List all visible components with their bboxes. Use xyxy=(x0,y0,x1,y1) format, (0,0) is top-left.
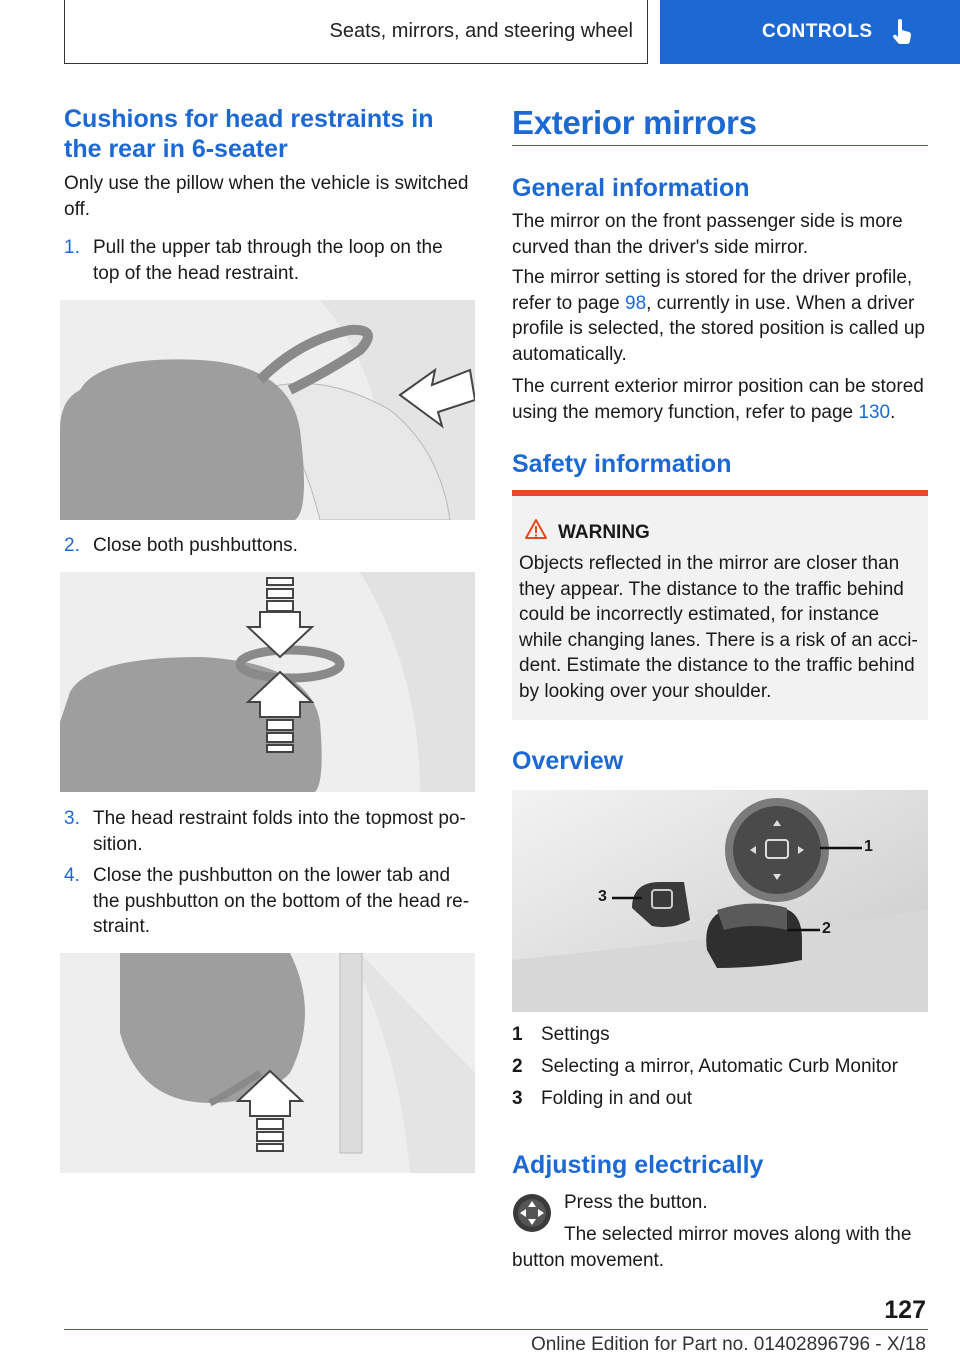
header-chapter-tab[interactable] xyxy=(660,0,960,64)
warning-text: Objects reflected in the mirror are closer than they appear. The distance to the traffic behind could be incorrectly estimated, for instance while changing lanes. There is a risk of an acci- dent. Estimate the distance to the traffic behind by looking over your shoulder. xyxy=(519,553,918,702)
legend-item-2: 2 Selecting a mirror, Automatic Curb Monitor xyxy=(512,1056,898,1077)
callout-2: 2 xyxy=(822,920,831,937)
general-paragraph-2: The mirror setting is stored for the driver profile, refer to page 98, currently in use. When a driver profile is selected, the stored position is called up automatically. xyxy=(512,267,925,365)
figure-headrest-loop xyxy=(60,300,475,520)
step-3: 3. The head restraint folds into the topmost po- sition. xyxy=(64,808,466,855)
legend-item-1: 1 Settings xyxy=(512,1024,610,1045)
step-2: 2. Close both pushbuttons. xyxy=(64,535,298,556)
page-number: 127 xyxy=(884,1296,926,1324)
header-section-title: Seats, mirrors, and steering wheel xyxy=(329,20,633,42)
cushions-intro: Only use the pillow when the vehicle is switched off. xyxy=(64,173,469,220)
figure-lower-tab xyxy=(60,953,475,1173)
callout-3: 3 xyxy=(598,888,607,905)
page-link-98[interactable]: 98 xyxy=(625,292,647,314)
footer-rule xyxy=(64,1329,928,1330)
cushions-heading: Cushions for head restraints in the rear in 6-seater xyxy=(64,105,434,163)
adjusting-heading: Adjusting electrically xyxy=(512,1151,764,1179)
overview-heading: Overview xyxy=(512,747,624,775)
adjust-instruction-2: The selected mirror moves along with the button movement. xyxy=(512,1224,912,1271)
warning-box xyxy=(512,490,928,720)
callout-1: 1 xyxy=(864,838,873,855)
figure-mirror-controls xyxy=(512,790,928,1012)
adjust-instruction-1: Press the button. xyxy=(564,1192,708,1213)
header-section-box xyxy=(64,0,648,64)
safety-heading: Safety information xyxy=(512,450,732,478)
step-1: 1. Pull the upper tab through the loop on the top of the head restraint. xyxy=(64,237,443,284)
legend-item-3: 3 Folding in and out xyxy=(512,1088,693,1109)
footer-edition: Online Edition for Part no. 01402896796 - X/18 xyxy=(530,1334,926,1355)
figure-close-pushbuttons xyxy=(60,572,475,792)
warning-triangle-icon xyxy=(524,518,548,540)
page-link-130[interactable]: 130 xyxy=(858,401,891,423)
general-paragraph-3: The current exterior mirror position can be stored using the memory function, refer to page 130. xyxy=(512,376,924,423)
exterior-mirrors-title: Exterior mirrors xyxy=(512,104,757,141)
general-info-heading: General information xyxy=(512,174,750,202)
header-chapter-title: CONTROLS xyxy=(762,21,873,42)
pointing-hand-icon xyxy=(891,19,913,45)
warning-title: WARNING xyxy=(558,522,650,543)
general-paragraph-1: The mirror on the front passenger side is more curved than the driver's side mirror. xyxy=(512,211,903,258)
title-rule xyxy=(512,145,928,146)
step-4: 4. Close the pushbutton on the lower tab and the pushbutton on the bottom of the head re- straint. xyxy=(64,865,470,937)
